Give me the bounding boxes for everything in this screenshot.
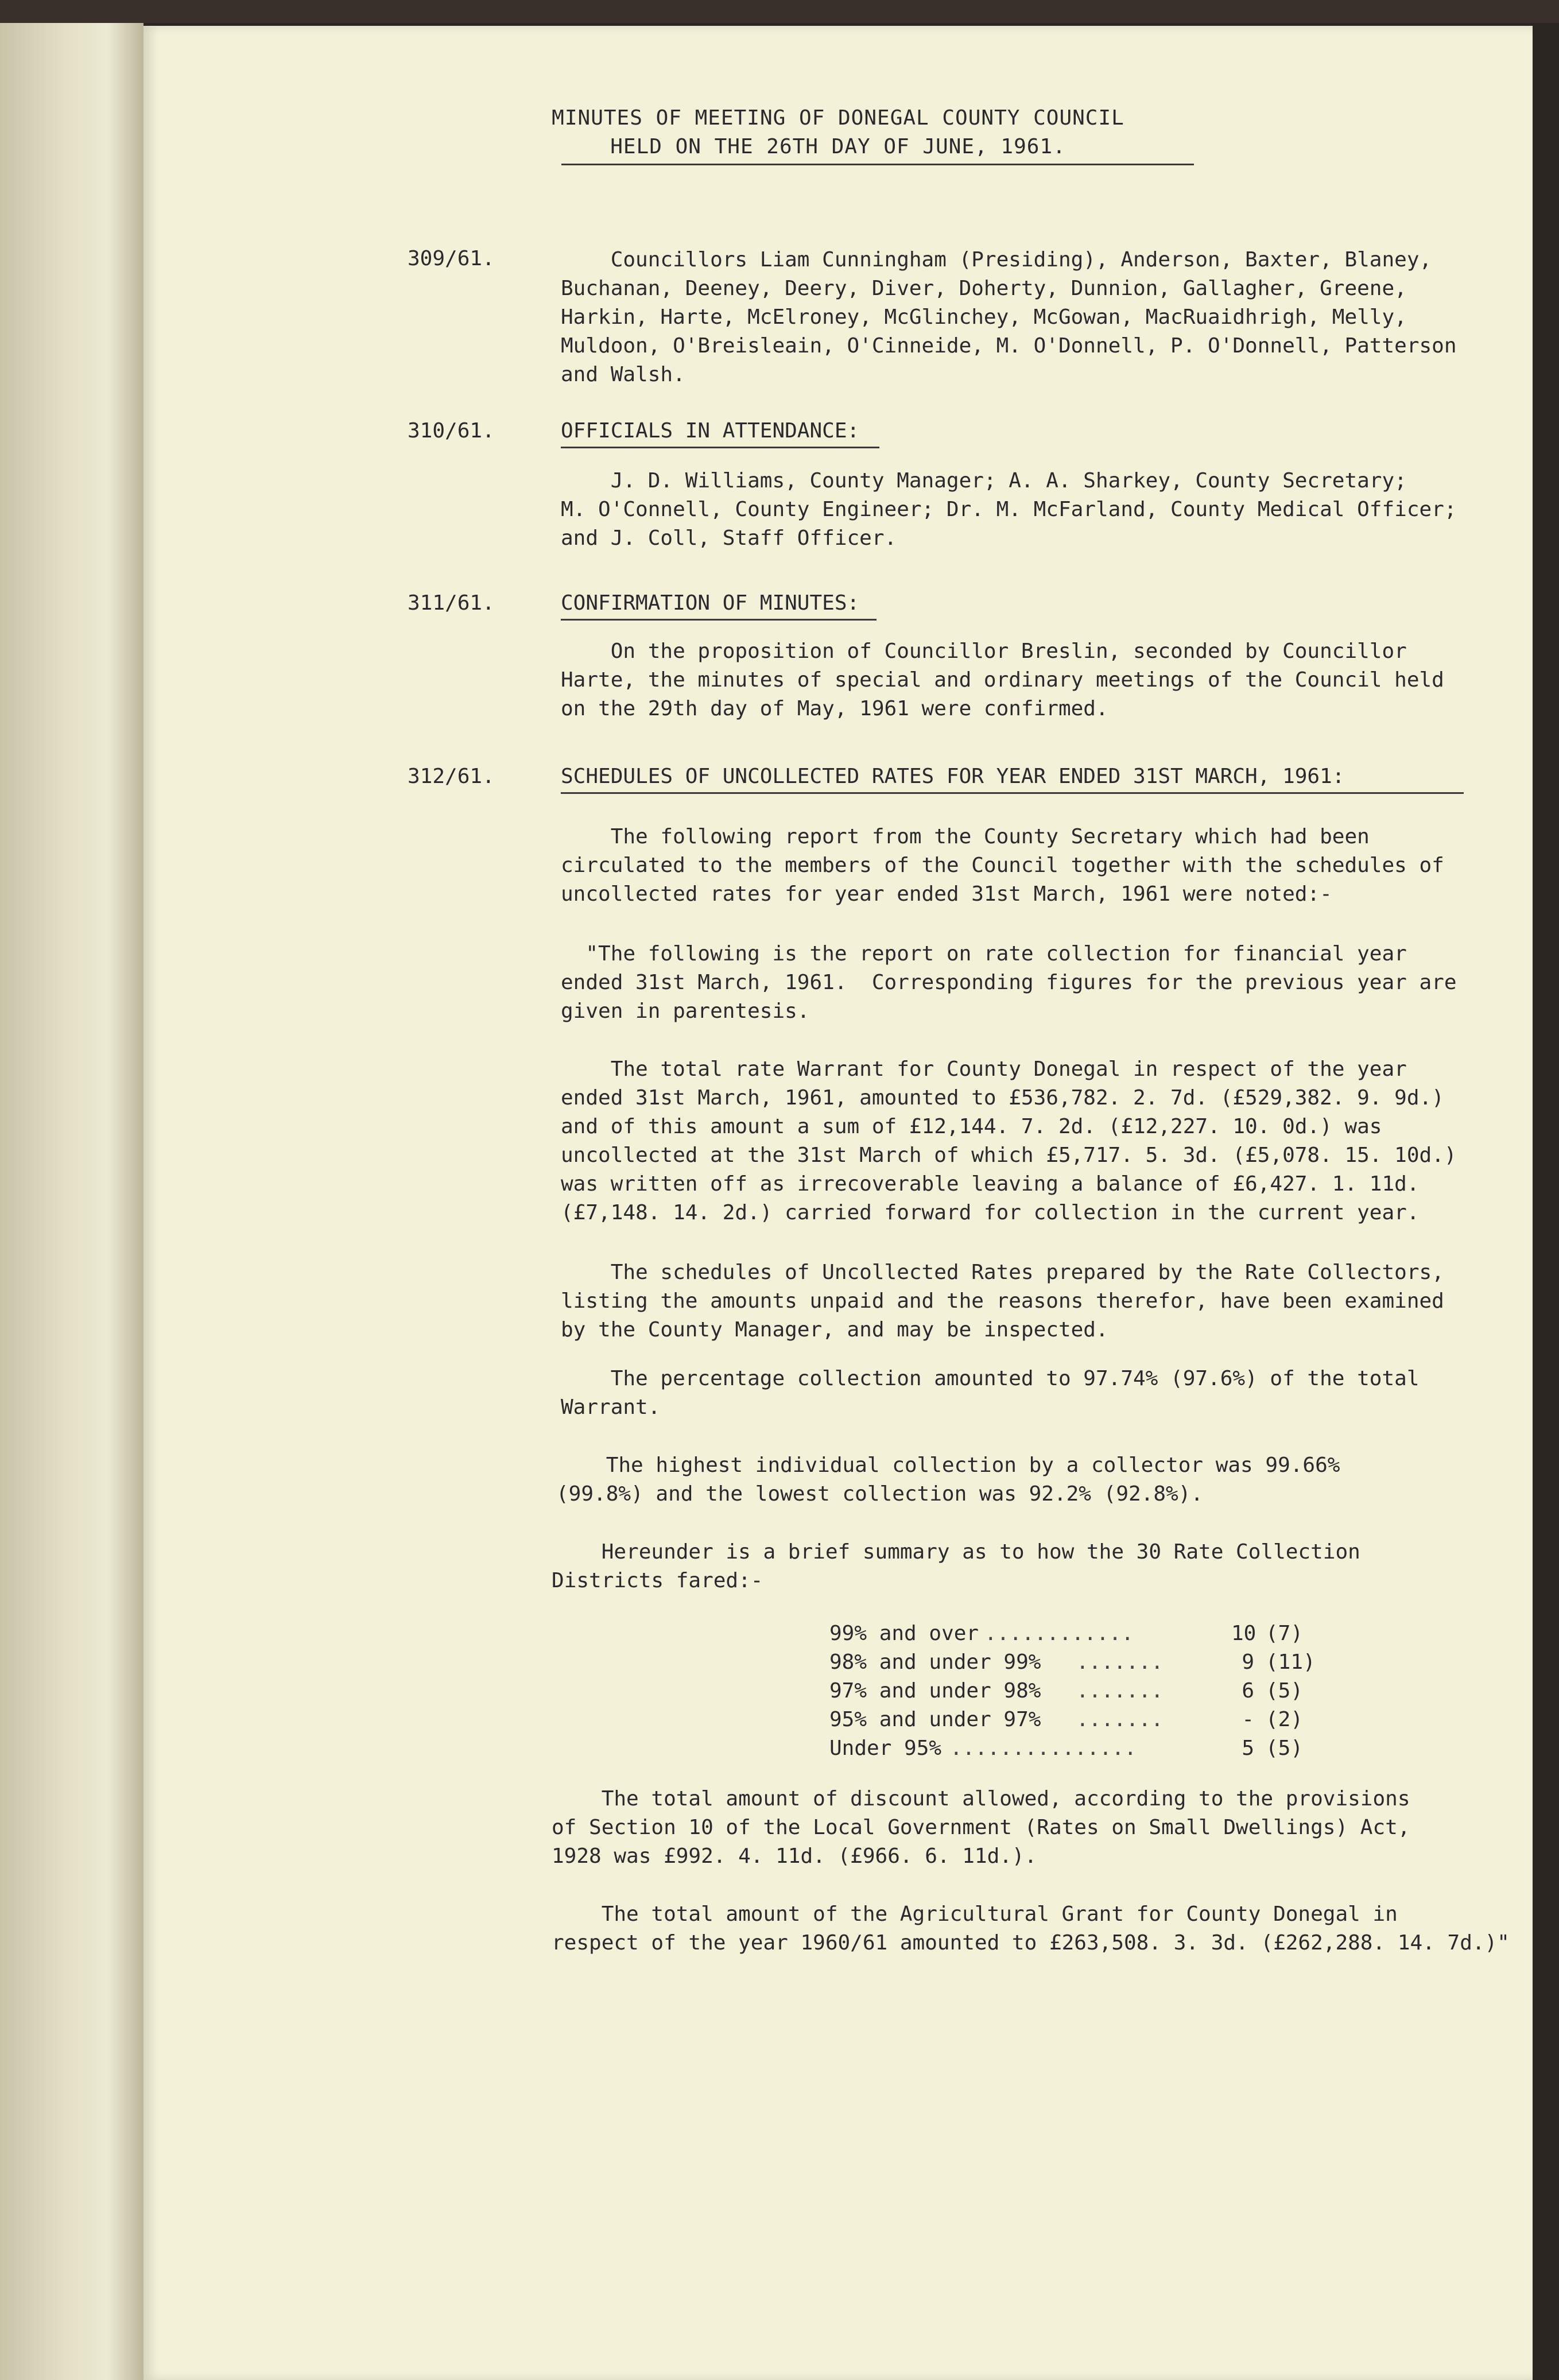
summary-previous: (7) — [1266, 1622, 1304, 1645]
summary-current: 5 — [1242, 1736, 1254, 1760]
table-row — [829, 1708, 1346, 1736]
minute-ref: 312/61. — [408, 765, 495, 788]
text-line: Hereunder is a brief summary as to how the 30 Rate Collection — [552, 1540, 1360, 1564]
heading-underline — [561, 792, 1464, 794]
text-line: M. O'Connell, County Engineer; Dr. M. McFarland, County Medical Officer; — [561, 498, 1457, 521]
text-line: Warrant. — [561, 1396, 661, 1419]
document-title: MINUTES OF MEETING OF DONEGAL COUNTY COUNCIL — [552, 106, 1124, 130]
summary-label: 95% and under 97% — [829, 1708, 1041, 1731]
heading-underline — [561, 447, 879, 448]
summary-previous: (5) — [1266, 1679, 1304, 1703]
text-line: ended 31st March, 1961, amounted to £536,782. 2. 7d. (£529,382. 9. 9d.) — [561, 1086, 1444, 1110]
summary-current: 6 — [1242, 1679, 1254, 1703]
table-row — [829, 1650, 1346, 1679]
text-line: given in parentesis. — [561, 999, 810, 1023]
table-row — [829, 1679, 1346, 1708]
text-line: The schedules of Uncollected Rates prepared by the Rate Collectors, — [561, 1261, 1444, 1284]
document-subtitle: HELD ON THE 26TH DAY OF JUNE, 1961. — [610, 135, 1066, 158]
summary-label: Under 95% — [829, 1736, 942, 1760]
text-line: Harkin, Harte, McElroney, McGlinchey, McGowan, MacRuaidhrigh, Melly, — [561, 305, 1407, 329]
text-line: ended 31st March, 1961. Corresponding figures for the previous year are — [561, 971, 1457, 994]
dot-leader: ....... — [1076, 1708, 1164, 1731]
text-line: The following report from the County Secretary which had been — [561, 825, 1370, 848]
text-line: J. D. Williams, County Manager; A. A. Sharkey, County Secretary; — [561, 469, 1407, 493]
section-heading: CONFIRMATION OF MINUTES: — [561, 591, 860, 615]
table-row — [829, 1622, 1346, 1650]
dot-leader: ....... — [1076, 1679, 1164, 1703]
text-line: The percentage collection amounted to 97.74% (97.6%) of the total — [561, 1367, 1420, 1390]
dot-leader: ....... — [1076, 1650, 1164, 1674]
summary-current: 9 — [1242, 1650, 1254, 1674]
text-line: and Walsh. — [561, 363, 685, 386]
book-binding — [0, 23, 144, 2380]
summary-previous: (5) — [1266, 1736, 1304, 1760]
text-line: Councillors Liam Cunningham (Presiding), Anderson, Baxter, Blaney, — [561, 248, 1432, 272]
text-line: The total rate Warrant for County Donegal in respect of the year — [561, 1057, 1407, 1081]
text-line: (99.8%) and the lowest collection was 92.2% (92.8%). — [556, 1482, 1204, 1506]
table-row — [829, 1736, 1346, 1765]
summary-label: 98% and under 99% — [829, 1650, 1041, 1674]
text-line: The total amount of discount allowed, according to the provisions — [552, 1787, 1410, 1811]
title-underline — [561, 164, 1194, 165]
minute-ref: 311/61. — [408, 591, 495, 615]
minute-ref: 309/61. — [408, 247, 495, 270]
text-line: of Section 10 of the Local Government (Rates on Small Dwellings) Act, — [552, 1816, 1410, 1839]
section-heading: SCHEDULES OF UNCOLLECTED RATES FOR YEAR ENDED 31ST MARCH, 1961: — [561, 765, 1345, 788]
summary-current: - — [1242, 1708, 1254, 1731]
summary-previous: (11) — [1266, 1650, 1316, 1674]
dot-leader: ............... — [950, 1736, 1137, 1760]
text-line: listing the amounts unpaid and the reasons therefor, have been examined — [561, 1289, 1444, 1313]
text-line: 1928 was £992. 4. 11d. (£966. 6. 11d.). — [552, 1844, 1037, 1868]
text-line: Muldoon, O'Breisleain, O'Cinneide, M. O'Donnell, P. O'Donnell, Patterson — [561, 334, 1457, 358]
dot-leader: ............ — [984, 1622, 1134, 1645]
summary-label: 97% and under 98% — [829, 1679, 1041, 1703]
text-line: by the County Manager, and may be inspected. — [561, 1318, 1108, 1342]
text-line: Harte, the minutes of special and ordinary meetings of the Council held — [561, 668, 1444, 692]
text-line: was written off as irrecoverable leaving a balance of £6,427. 1. 11d. — [561, 1172, 1420, 1196]
summary-current: 10 — [1231, 1622, 1256, 1645]
text-line: on the 29th day of May, 1961 were confirmed. — [561, 697, 1108, 720]
text-line: uncollected at the 31st March of which £5,717. 5. 3d. (£5,078. 15. 10d.) — [561, 1144, 1457, 1167]
text-line: and of this amount a sum of £12,144. 7. 2d. (£12,227. 10. 0d.) was — [561, 1115, 1382, 1138]
text-line: The highest individual collection by a collector was 99.66% — [556, 1453, 1340, 1477]
text-line: Buchanan, Deeney, Deery, Diver, Doherty, Dunnion, Gallagher, Greene, — [561, 277, 1407, 300]
text-line: and J. Coll, Staff Officer. — [561, 526, 897, 550]
minutes-page — [144, 26, 1533, 2380]
text-line: The total amount of the Agricultural Grant for County Donegal in — [552, 1902, 1398, 1926]
text-line: respect of the year 1960/61 amounted to £263,508. 3. 3d. (£262,288. 14. 7d.)" — [552, 1931, 1510, 1955]
scan-top-edge — [0, 0, 1559, 23]
text-line: (£7,148. 14. 2d.) carried forward for collection in the current year. — [561, 1201, 1420, 1224]
text-line: "The following is the report on rate collection for financial year — [561, 942, 1407, 966]
text-line: uncollected rates for year ended 31st March, 1961 were noted:- — [561, 882, 1332, 906]
minute-ref: 310/61. — [408, 419, 495, 443]
summary-previous: (2) — [1266, 1708, 1304, 1731]
text-line: Districts fared:- — [552, 1569, 763, 1592]
text-line: circulated to the members of the Council together with the schedules of — [561, 854, 1444, 877]
heading-underline — [561, 619, 877, 621]
text-line: On the proposition of Councillor Breslin, seconded by Councillor — [561, 639, 1407, 663]
summary-label: 99% and over — [829, 1622, 979, 1645]
section-heading: OFFICIALS IN ATTENDANCE: — [561, 419, 860, 443]
